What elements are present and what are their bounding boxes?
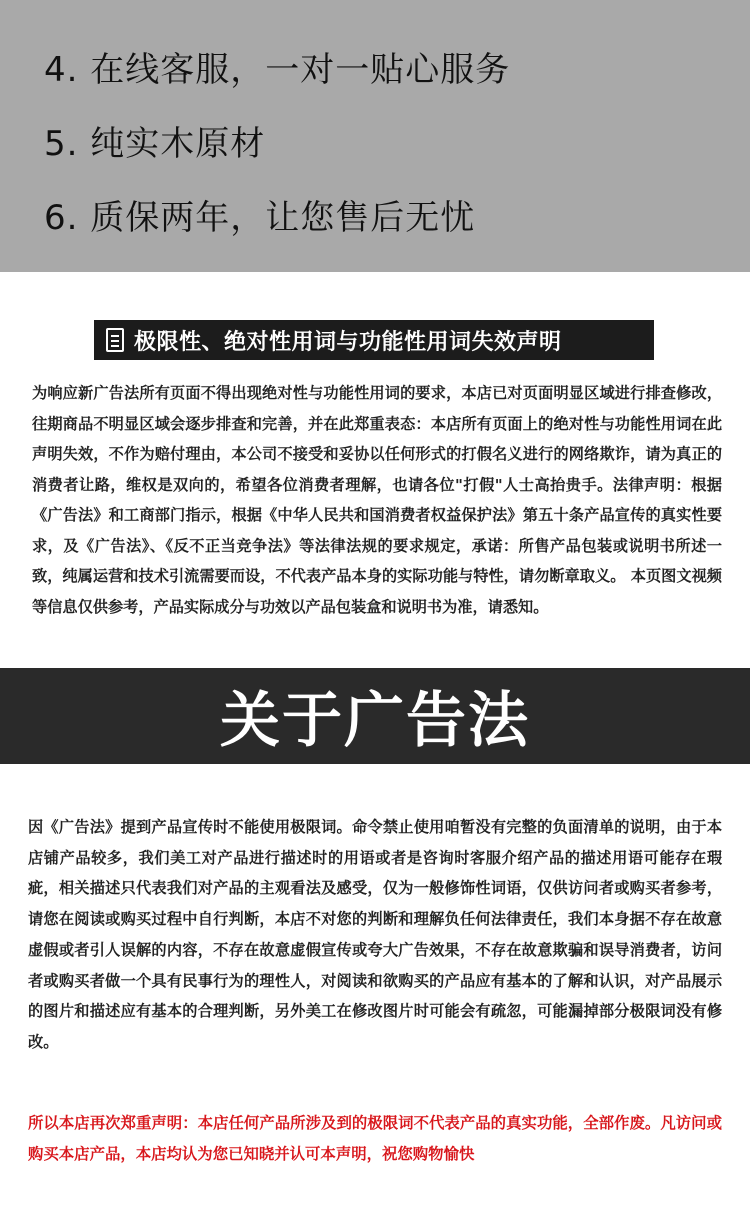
final-notice: 所以本店再次郑重声明：本店任何产品所涉及到的极限词不代表产品的真实功能，全部作废。凡访问或购买本店产品，本店均认为您已知晓并认可本声明，祝您购物愉快 bbox=[28, 1114, 722, 1163]
declaration-title: 极限性、绝对性用词与功能性用词失效声明 bbox=[134, 329, 562, 355]
document-icon bbox=[106, 328, 124, 352]
feature-item-material: 5. 纯实木原材 bbox=[44, 124, 266, 164]
feature-item-service: 4. 在线客服，一对一贴心服务 bbox=[44, 50, 511, 90]
ad-law-title: 关于广告法 bbox=[220, 686, 530, 756]
feature-list bbox=[0, 0, 750, 272]
feature-item-warranty: 6. 质保两年，让您售后无忧 bbox=[44, 198, 476, 238]
ad-law-body: 因《广告法》提到产品宣传时不能使用极限词。命令禁止使用咱暂没有完整的负面清单的说明，由于本店铺产品较多，我们美工对产品进行描述时的用语或者是咨询时客服介绍产品的描述用语可能存在瑕疵，相关描述只代表我们对产品的主观看法及感受，仅为一般修饰性词语，仅供访问者或购买者参考，请您在阅读或购买过程中自行判断，本店不对您的判断和理解负任何法律责任，我们本身据不存在故意虚假或者引人误解的内容，不存在故意虚假宣传或夸大广告效果，不存在故意欺骗和误导消费者，访问者或购买者做一个具有民事行为的理性人，对阅读和欲购买的产品应有基本的了解和认识，对产品展示的图片和描述应有基本的合理判断，另外美工在修改图片时可能会有疏忽，可能漏掉部分极限词没有修改。 bbox=[28, 818, 722, 1051]
declaration-title-bar bbox=[94, 320, 654, 360]
ad-law-banner bbox=[0, 668, 750, 764]
declaration-body: 为响应新广告法所有页面不得出现绝对性与功能性用词的要求，本店已对页面明显区域进行排查修改，往期商品不明显区域会逐步排查和完善，并在此郑重表态：本店所有页面上的绝对性与功能性用词在此声明失效，不作为赔付理由，本公司不接受和妥协以任何形式的打假名义进行的网络欺诈，请为真正的消费者让路，维权是双向的，希望各位消费者理解，也请各位"打假"人士高抬贵手。法律声明：根据《广告法》和工商部门指示，根据《中华人民共和国消费者权益保护法》第五十条产品宣传的真实性要求，及《广告法》、《反不正当竞争法》等法律法规的要求规定，承诺：所售产品包装或说明书所述一致，纯属运营和技术引流需要而设，不代表产品本身的实际功能与特性，请勿断章取义。 本页图文视频等信息仅供参考，产品实际成分与功效以产品包装盒和说明书为准，请悉知。 bbox=[32, 384, 722, 616]
